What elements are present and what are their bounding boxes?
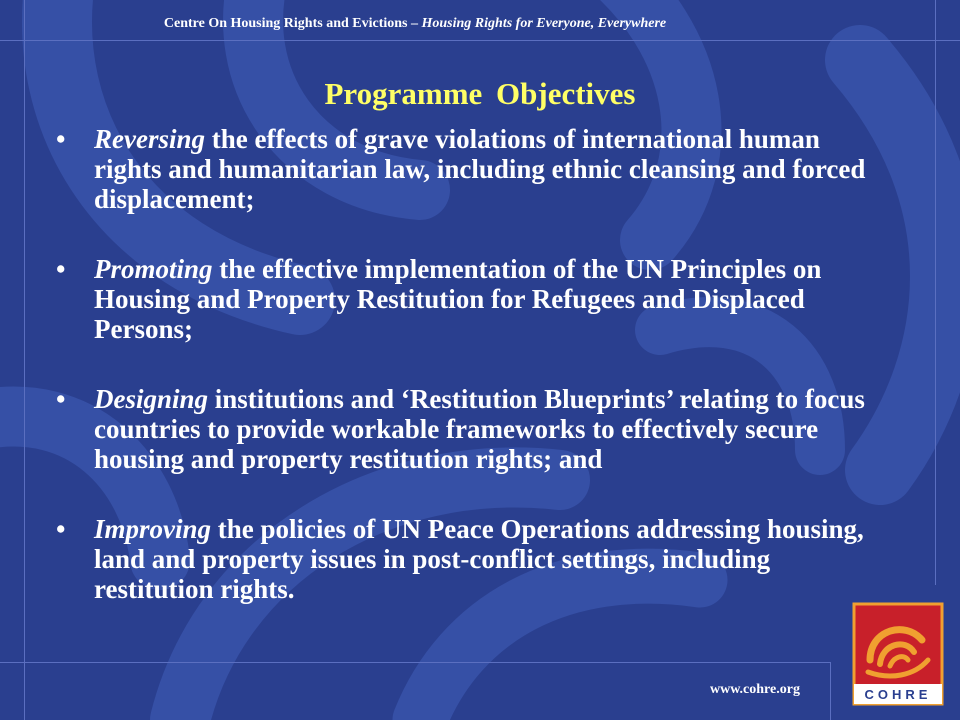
bullet-text: the effects of grave violations of international human rights and humanitarian law, including ethnic cleansing and forced displacement; (94, 124, 866, 214)
header-org: Centre On Housing Rights and Evictions (163, 16, 408, 31)
website-link[interactable]: www.cohre.org (710, 682, 800, 697)
bullet-item-promoting (56, 254, 876, 344)
bullet-item-reversing (56, 124, 876, 214)
bullet-item-improving (56, 514, 876, 604)
bullet-icon: • (56, 514, 66, 544)
slide-header (0, 16, 830, 32)
bullet-text: institutions and ‘Restitution Blueprints’ relating to focus countries to provide workable frameworks to effectively secure housing and property restitution rights; and (94, 384, 865, 474)
header-tagline: Housing Rights for Everyone, Everywhere (421, 16, 667, 31)
divider-bottom (0, 662, 830, 663)
bullet-keyword: Improving (94, 514, 212, 544)
bullet-icon: • (56, 254, 66, 284)
divider-bottom-vertical (830, 662, 831, 720)
bullet-keyword: Promoting (94, 254, 213, 284)
header-separator: – (407, 16, 422, 31)
bullet-text: the effective implementation of the UN Principles on Housing and Property Restitution for Refugees and Displaced Persons; (94, 254, 822, 344)
bullet-icon: • (56, 384, 66, 414)
cohre-logo (850, 600, 946, 710)
slide-title: Programme Objectives (324, 76, 636, 111)
bullet-text: the policies of UN Peace Operations addressing housing, land and property issues in post-conflict settings, including restitution rights. (94, 514, 864, 604)
bullet-list (56, 124, 876, 644)
bullet-keyword: Designing (94, 384, 209, 414)
bullet-keyword: Reversing (94, 124, 205, 154)
divider-top (0, 40, 960, 41)
bullet-icon: • (56, 124, 66, 154)
svg-text:COHRE: COHRE (864, 687, 932, 702)
bullet-item-designing (56, 384, 876, 474)
